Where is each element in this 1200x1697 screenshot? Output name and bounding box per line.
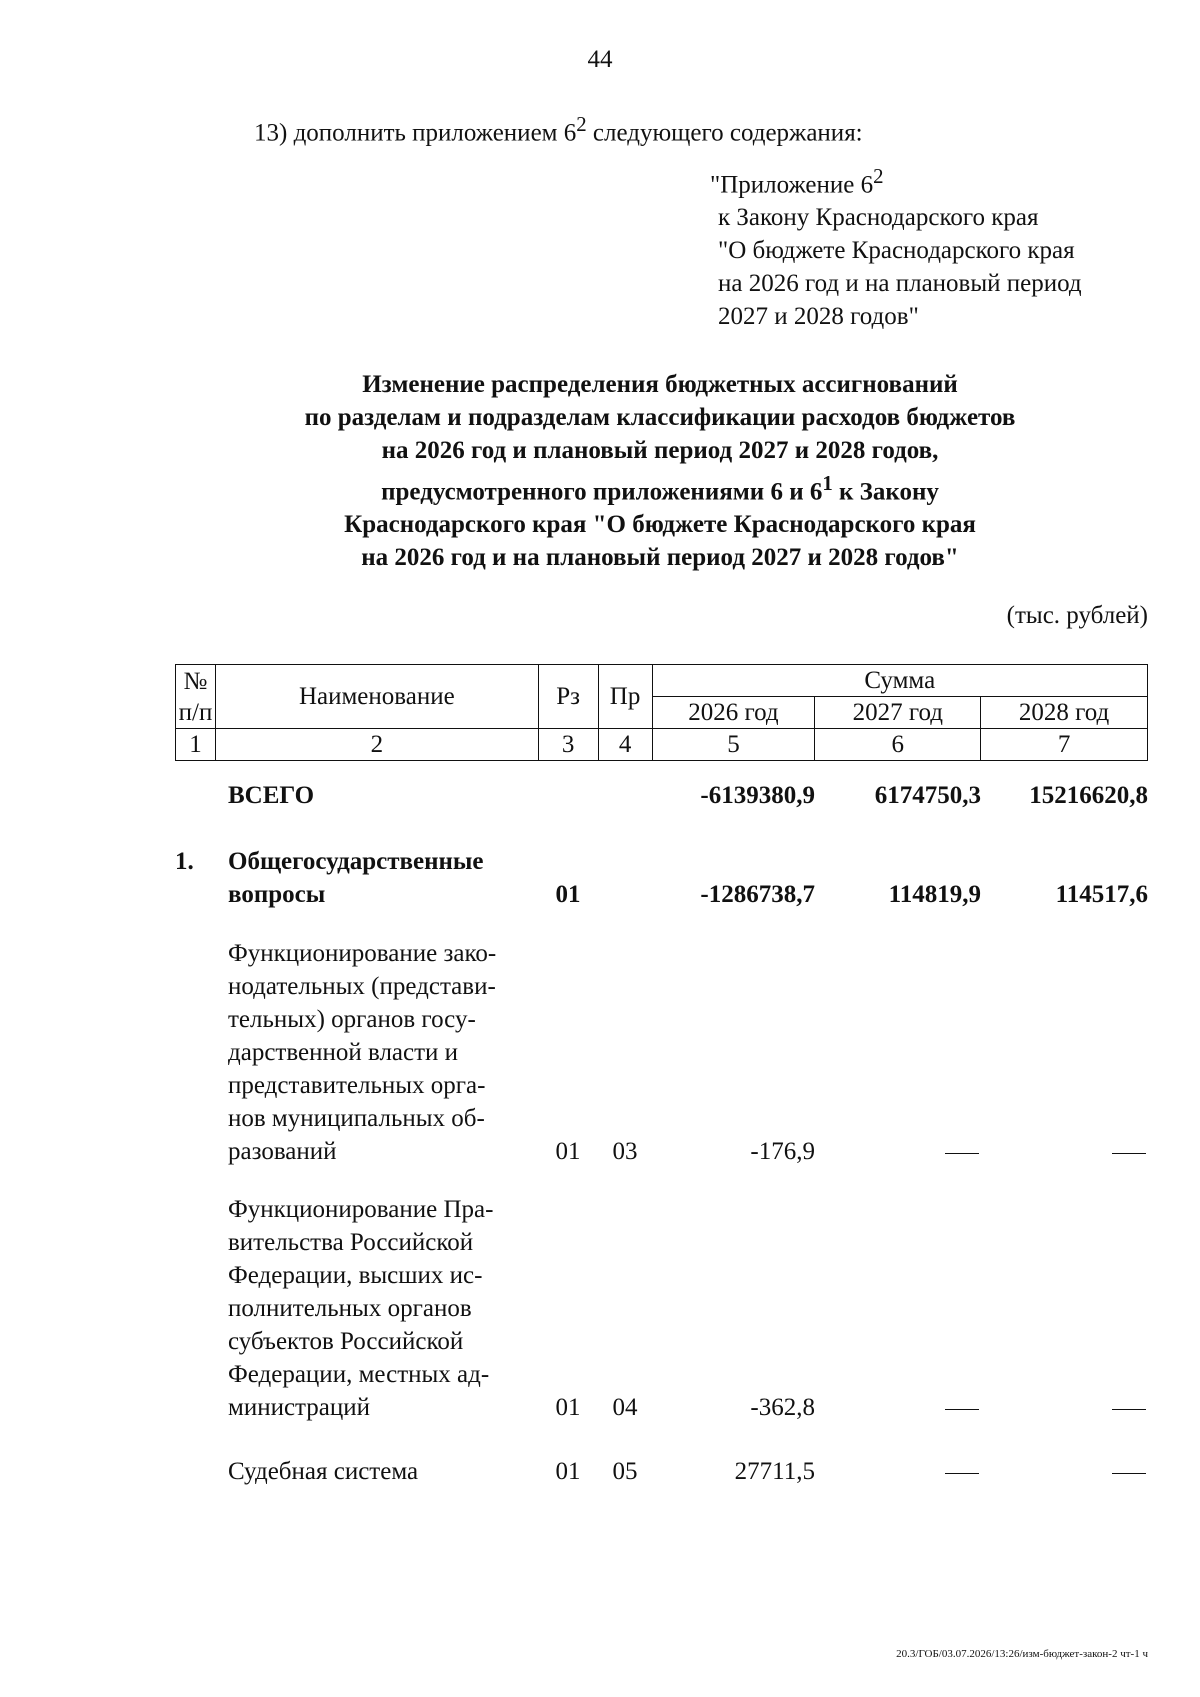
row-2028-dash (981, 1135, 1148, 1168)
column-number: 6 (815, 729, 981, 761)
header-2026: 2026 год (652, 697, 815, 729)
title-line: на 2026 год и плановый период 2027 и 2028 годов, (381, 437, 939, 464)
row-name-line: представительных орга- (228, 1072, 486, 1099)
row-number: 1. (175, 848, 194, 875)
annex-header (710, 160, 1082, 333)
document-title (160, 368, 1160, 574)
row-name-line: вопросы (228, 881, 326, 908)
row-name-line: субъектов Российской (228, 1328, 464, 1355)
column-number: 3 (538, 729, 598, 761)
column-number: 4 (598, 729, 652, 761)
row-name-line: нодательных (представи- (228, 973, 496, 1000)
row-name-line: полнительных органов (228, 1295, 472, 1322)
row-name-line: Общегосударственные (228, 848, 484, 875)
header-pr: Пр (598, 665, 652, 729)
amendment-clause-suffix: следующего содержания: (586, 119, 863, 147)
table-header (175, 664, 1148, 761)
annex-line: на 2026 год и на плановый период (718, 270, 1082, 298)
row-rz: 01 (555, 881, 581, 908)
row-2027-dash (815, 1455, 981, 1488)
dash-mark (1112, 1409, 1146, 1410)
title-line-text: к Закону (832, 478, 939, 506)
header-rz: Рз (538, 665, 598, 729)
row-2027-dash (815, 1391, 981, 1424)
row-rz: 01 (555, 1458, 581, 1485)
dash-mark (945, 1153, 979, 1154)
title-line: Краснодарского края "О бюджете Краснодарского края (344, 511, 976, 539)
header-2027: 2027 год (815, 697, 981, 729)
row-rz: 01 (555, 1138, 581, 1165)
amendment-clause (254, 112, 863, 147)
annex-line: "О бюджете Краснодарского края (718, 237, 1075, 265)
column-number: 5 (652, 729, 815, 761)
row-2028: 114517,6 (1055, 881, 1148, 908)
title-line: по разделам и подразделам классификации расходов бюджетов (304, 404, 1016, 431)
row-2026: -362,8 (750, 1394, 815, 1421)
row-name-line: вительства Российской (228, 1229, 474, 1256)
row-name (228, 845, 534, 911)
row-name-line: Функционирование зако- (228, 940, 497, 967)
title-superscript: 1 (822, 471, 833, 495)
row-2026: -1286738,7 (700, 881, 815, 908)
annex-line: к Закону Краснодарского края (718, 204, 1039, 232)
dash-mark (945, 1473, 979, 1474)
total-2026: -6139380,9 (700, 782, 815, 809)
amendment-clause-superscript: 2 (576, 112, 587, 136)
row-name-line: министраций (228, 1394, 371, 1421)
title-line: на 2026 год и на плановый период 2027 и 2028 годов" (361, 544, 959, 572)
header-num (176, 665, 216, 729)
row-name-line: тельных) органов госу- (228, 1006, 476, 1033)
dash-mark (1112, 1153, 1146, 1154)
title-line (160, 467, 1160, 508)
row-name-line: Судебная система (228, 1458, 419, 1485)
row-2028-dash (981, 1391, 1148, 1424)
column-number: 2 (215, 729, 538, 761)
row-name (228, 1193, 534, 1424)
total-2028: 15216620,8 (1029, 782, 1148, 809)
amendment-clause-text: 13) дополнить приложением 6 (254, 119, 577, 147)
header-num-line1: № (183, 667, 208, 695)
title-line-text: предусмотренного приложениями 6 и 6 (381, 478, 823, 506)
total-label: ВСЕГО (228, 782, 315, 809)
row-name-line: разований (228, 1138, 337, 1165)
row-2026: 27711,5 (734, 1458, 815, 1485)
dash-mark (945, 1409, 979, 1410)
column-number: 7 (981, 729, 1148, 761)
row-name-line: нов муниципальных об- (228, 1105, 485, 1132)
header-num-line2: п/п (178, 698, 213, 726)
row-2027: 114819,9 (888, 881, 981, 908)
header-2028: 2028 год (981, 697, 1148, 729)
header-name: Наименование (215, 665, 538, 729)
row-name-line: Федерации, местных ад- (228, 1361, 490, 1388)
annex-title (710, 160, 1082, 201)
row-name (228, 1455, 534, 1488)
annex-line: 2027 и 2028 годов" (718, 303, 919, 331)
row-pr: 04 (612, 1394, 638, 1421)
total-2027: 6174750,3 (874, 782, 981, 809)
title-line: Изменение распределения бюджетных ассигнований (362, 371, 958, 398)
units-label: (тыс. рублей) (1006, 602, 1148, 629)
header-sum: Сумма (652, 665, 1147, 697)
row-2028-dash (981, 1455, 1148, 1488)
annex-title-superscript: 2 (873, 164, 884, 188)
annex-title-text: "Приложение 6 (710, 171, 874, 199)
row-2026: -176,9 (750, 1138, 815, 1165)
row-name (228, 937, 534, 1168)
dash-mark (1112, 1473, 1146, 1474)
column-number: 1 (176, 729, 216, 761)
row-pr: 03 (612, 1138, 638, 1165)
row-pr: 05 (612, 1458, 638, 1485)
row-name-line: дарственной власти и (228, 1039, 459, 1066)
row-name-line: Функционирование Пра- (228, 1196, 494, 1223)
document-footer: 20.3/ГОБ/03.07.2026/13:26/изм-бюджет-закон-2 чт-1 ч (896, 1648, 1148, 1660)
row-rz: 01 (555, 1394, 581, 1421)
page-number: 44 (587, 46, 613, 73)
row-2027-dash (815, 1135, 981, 1168)
row-name-line: Федерации, высших ис- (228, 1262, 483, 1289)
